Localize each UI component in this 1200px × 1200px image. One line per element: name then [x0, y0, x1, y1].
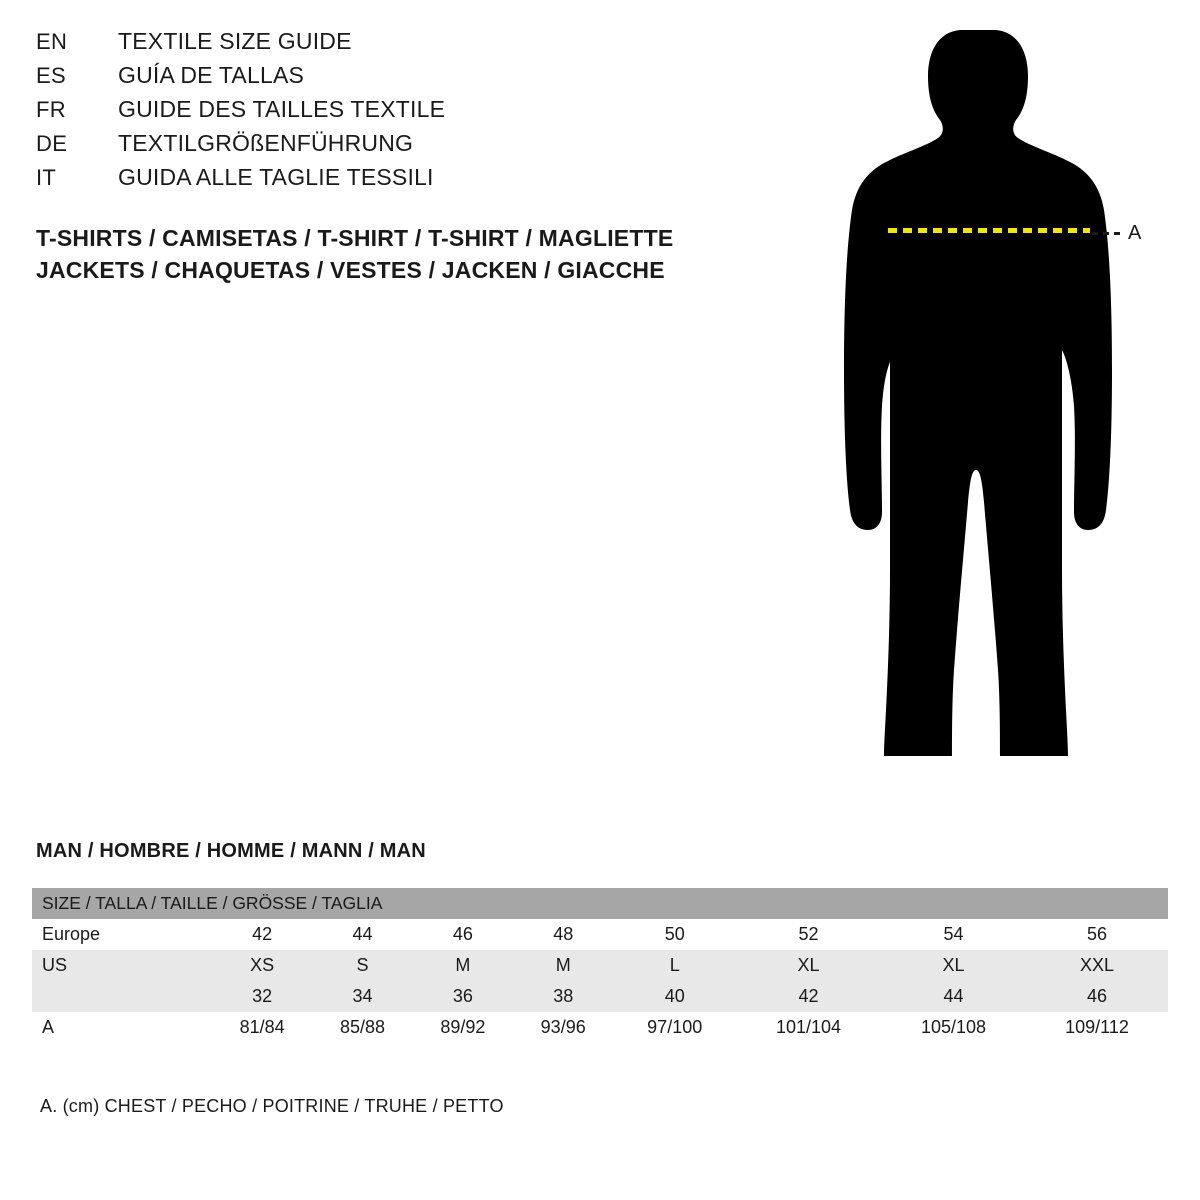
cell-value: S — [312, 950, 412, 981]
cell-value: 38 — [513, 981, 613, 1012]
silhouette-icon — [820, 10, 1180, 800]
footnote-chest: A. (cm) CHEST / PECHO / POITRINE / TRUHE / PETTO — [40, 1096, 504, 1116]
table-row — [32, 1012, 1168, 1043]
cell-value: 56 — [1026, 919, 1168, 950]
cell-value: 105/108 — [881, 1012, 1026, 1043]
cell-value: 97/100 — [613, 1012, 736, 1043]
cell-value: 85/88 — [312, 1012, 412, 1043]
male-silhouette-figure — [820, 10, 1180, 800]
cell-value: XL — [881, 950, 1026, 981]
cell-value: 44 — [312, 919, 412, 950]
table-row — [32, 919, 1168, 950]
row-label: US — [32, 950, 212, 981]
language-header-block — [36, 28, 756, 198]
cell-value: 44 — [881, 981, 1026, 1012]
cell-value: 101/104 — [736, 1012, 881, 1043]
cell-value: 46 — [1026, 981, 1168, 1012]
language-code: DE — [36, 131, 68, 156]
table-row — [32, 950, 1168, 981]
language-title: GUÍA DE TALLAS — [118, 62, 305, 88]
row-label: Europe — [32, 919, 212, 950]
cell-value: 46 — [413, 919, 513, 950]
cell-value: 42 — [212, 919, 312, 950]
cell-value: 34 — [312, 981, 412, 1012]
cell-value: XXL — [1026, 950, 1168, 981]
language-title: GUIDE DES TAILLES TEXTILE — [118, 96, 446, 122]
table-header-label: SIZE / TALLA / TAILLE / GRÖSSE / TAGLIA — [32, 888, 1168, 919]
language-title: TEXTILGRÖßENFÜHRUNG — [118, 130, 414, 156]
language-code: ES — [36, 63, 66, 88]
language-row — [36, 96, 756, 130]
measure-label-a: A — [1128, 222, 1142, 244]
cell-value: 40 — [613, 981, 736, 1012]
chest-measure-line — [888, 228, 1090, 233]
language-row — [36, 62, 756, 96]
cell-value: 89/92 — [413, 1012, 513, 1043]
cell-value: 36 — [413, 981, 513, 1012]
category-line-tshirts: T-SHIRTS / CAMISETAS / T-SHIRT / T-SHIRT / MAGLIETTE — [36, 225, 674, 251]
cell-value: 81/84 — [212, 1012, 312, 1043]
cell-value: M — [513, 950, 613, 981]
cell-value: 32 — [212, 981, 312, 1012]
section-title-man: MAN / HOMBRE / HOMME / MANN / MAN — [36, 840, 426, 862]
cell-value: 54 — [881, 919, 1026, 950]
category-line-jackets: JACKETS / CHAQUETAS / VESTES / JACKEN / GIACCHE — [36, 257, 665, 283]
row-label — [32, 981, 212, 1012]
language-code: FR — [36, 97, 66, 122]
language-row — [36, 164, 756, 198]
language-row — [36, 130, 756, 164]
cell-value: XL — [736, 950, 881, 981]
size-table — [32, 888, 1168, 1043]
cell-value: 50 — [613, 919, 736, 950]
cell-value: 93/96 — [513, 1012, 613, 1043]
cell-value: XS — [212, 950, 312, 981]
cell-value: L — [613, 950, 736, 981]
language-row — [36, 28, 756, 62]
category-block — [36, 222, 796, 286]
row-label: A — [32, 1012, 212, 1043]
cell-value: 52 — [736, 919, 881, 950]
measure-leader-dashes — [1092, 232, 1122, 235]
language-code: EN — [36, 29, 68, 54]
cell-value: 109/112 — [1026, 1012, 1168, 1043]
cell-value: 42 — [736, 981, 881, 1012]
table-header-row — [32, 888, 1168, 919]
cell-value: M — [413, 950, 513, 981]
language-title: GUIDA ALLE TAGLIE TESSILI — [118, 164, 434, 190]
language-code: IT — [36, 165, 57, 190]
table-row — [32, 981, 1168, 1012]
cell-value: 48 — [513, 919, 613, 950]
language-title: TEXTILE SIZE GUIDE — [118, 28, 352, 54]
